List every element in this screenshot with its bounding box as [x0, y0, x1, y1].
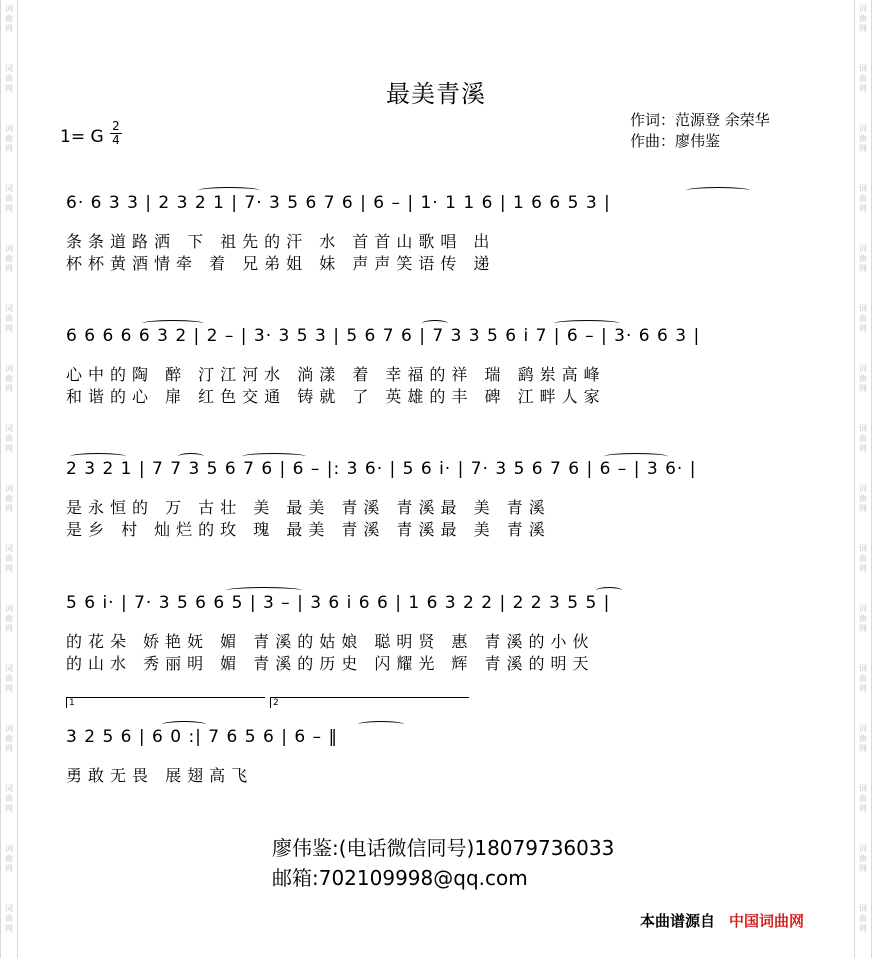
footer-site-link[interactable]: 中国词曲网 [729, 912, 805, 930]
time-numerator: 2 [112, 119, 120, 133]
footer-source: 本曲谱源自 [640, 912, 716, 930]
watermark-text: 词曲网 [5, 844, 13, 873]
watermark-text: 词曲网 [859, 364, 867, 393]
volta-second-ending: 2 [270, 697, 469, 708]
numbered-notes: 5 6 i· | 7· 3 5 6 6 5 | 3 – | 3 6 i 6 6 | 1 6 3 2 2 | 2 2 3 5 5 | [66, 593, 611, 613]
watermark-text: 词曲网 [5, 604, 13, 633]
contact-phone: 廖伟鉴:(电话微信同号)18079736033 [272, 836, 615, 860]
lyrics-verse-2: 的山水 秀丽明 媚 青溪的历史 闪耀光 辉 青溪的明天 [66, 654, 595, 673]
lyrics-verse-1: 是永恒的 万 古壮 美 最美 青溪 青溪最 美 青溪 [66, 498, 551, 517]
contact-email: 邮箱:702109998@qq.com [272, 866, 528, 890]
watermark-text: 词曲网 [5, 244, 13, 273]
time-signature [110, 120, 122, 147]
watermark-text: 词曲网 [859, 4, 867, 33]
watermark-text: 词曲网 [5, 904, 13, 933]
watermark-text: 词曲网 [5, 724, 13, 753]
watermark-text: 词曲网 [859, 844, 867, 873]
watermark-text: 词曲网 [5, 484, 13, 513]
numbered-notes: 3 2 5 6 | 6 0 :| 7 6 5 6 | 6 – ‖ [66, 727, 338, 747]
watermark-text: 词曲网 [859, 484, 867, 513]
watermark-text: 词曲网 [5, 784, 13, 813]
volta-first-ending: 1 [66, 697, 265, 708]
watermark-text: 词曲网 [859, 544, 867, 573]
page-title: 最美青溪 [386, 80, 486, 108]
watermark-text: 词曲网 [859, 424, 867, 453]
watermark-text: 词曲网 [859, 184, 867, 213]
right-watermark-strip [854, 0, 872, 958]
staff-line-2 [66, 326, 810, 408]
watermark-text: 词曲网 [859, 904, 867, 933]
watermark-text: 词曲网 [859, 664, 867, 693]
watermark-text: 词曲网 [5, 124, 13, 153]
numbered-notes: 6· 6 3 3 | 2 3 2 1 | 7· 3 5 6 7 6 | 6 – | 1· 1 1 6 | 1 6 6 5 3 | [66, 193, 611, 213]
lyrics-verse-1: 的花朵 娇艳妩 媚 青溪的姑娘 聪明贤 惠 青溪的小伙 [66, 632, 595, 651]
composer: 作曲：廖伟鉴 [630, 132, 721, 150]
numbered-notes: 2 3 2 1 | 7 7 3 5 6 7 6 | 6 – |: 3 6· | 5 6 i· | 7· 3 5 6 7 6 | 6 – | 3 6· | [66, 459, 697, 479]
lyrics-verse-2: 和谐的心 扉 红色交通 铸就 了 英雄的丰 碑 江畔人家 [66, 387, 606, 406]
time-denominator: 4 [110, 133, 122, 147]
lyrics-verse-1: 条条道路洒 下 祖先的汗 水 首首山歌唱 出 [66, 232, 496, 251]
watermark-text: 词曲网 [5, 364, 13, 393]
watermark-text: 词曲网 [5, 544, 13, 573]
staff-line-3 [66, 459, 810, 541]
credits [630, 110, 770, 152]
watermark-text: 词曲网 [5, 184, 13, 213]
watermark-text: 词曲网 [859, 64, 867, 93]
staff-line-5 [66, 727, 810, 787]
watermark-text: 词曲网 [5, 304, 13, 333]
key-signature: 1= G [60, 127, 104, 147]
footer [640, 910, 804, 931]
numbered-notes: 6 6 6 6 6 3 2 | 2 – | 3· 3 5 3 | 5 6 7 6 | 7 3 3 5 6 i 7 | 6 – | 3· 6 6 3 | [66, 326, 701, 346]
watermark-text: 词曲网 [859, 124, 867, 153]
watermark-text: 词曲网 [859, 304, 867, 333]
lyrics-verse-1: 勇敢无畏 展翅高飞 [66, 766, 254, 785]
left-watermark-strip [0, 0, 18, 958]
watermark-text: 词曲网 [5, 664, 13, 693]
watermark-text: 词曲网 [5, 424, 13, 453]
watermark-text: 词曲网 [859, 604, 867, 633]
watermark-text: 词曲网 [859, 784, 867, 813]
watermark-text: 词曲网 [5, 4, 13, 33]
staff-line-4 [66, 593, 810, 675]
lyrics-verse-1: 心中的陶 醉 汀江河水 淌漾 着 幸福的祥 瑞 鹞岽高峰 [66, 365, 606, 384]
watermark-text: 词曲网 [859, 244, 867, 273]
lyrics-verse-2: 是乡 村 灿烂的玫 瑰 最美 青溪 青溪最 美 青溪 [66, 520, 551, 539]
watermark-text: 词曲网 [859, 724, 867, 753]
lyricist: 作词：范源登 余荣华 [630, 111, 770, 129]
watermark-text: 词曲网 [5, 64, 13, 93]
staff-line-1 [66, 193, 810, 275]
lyrics-verse-2: 杯杯黄酒情牵 着 兄弟姐 妹 声声笑语传 递 [66, 254, 496, 273]
